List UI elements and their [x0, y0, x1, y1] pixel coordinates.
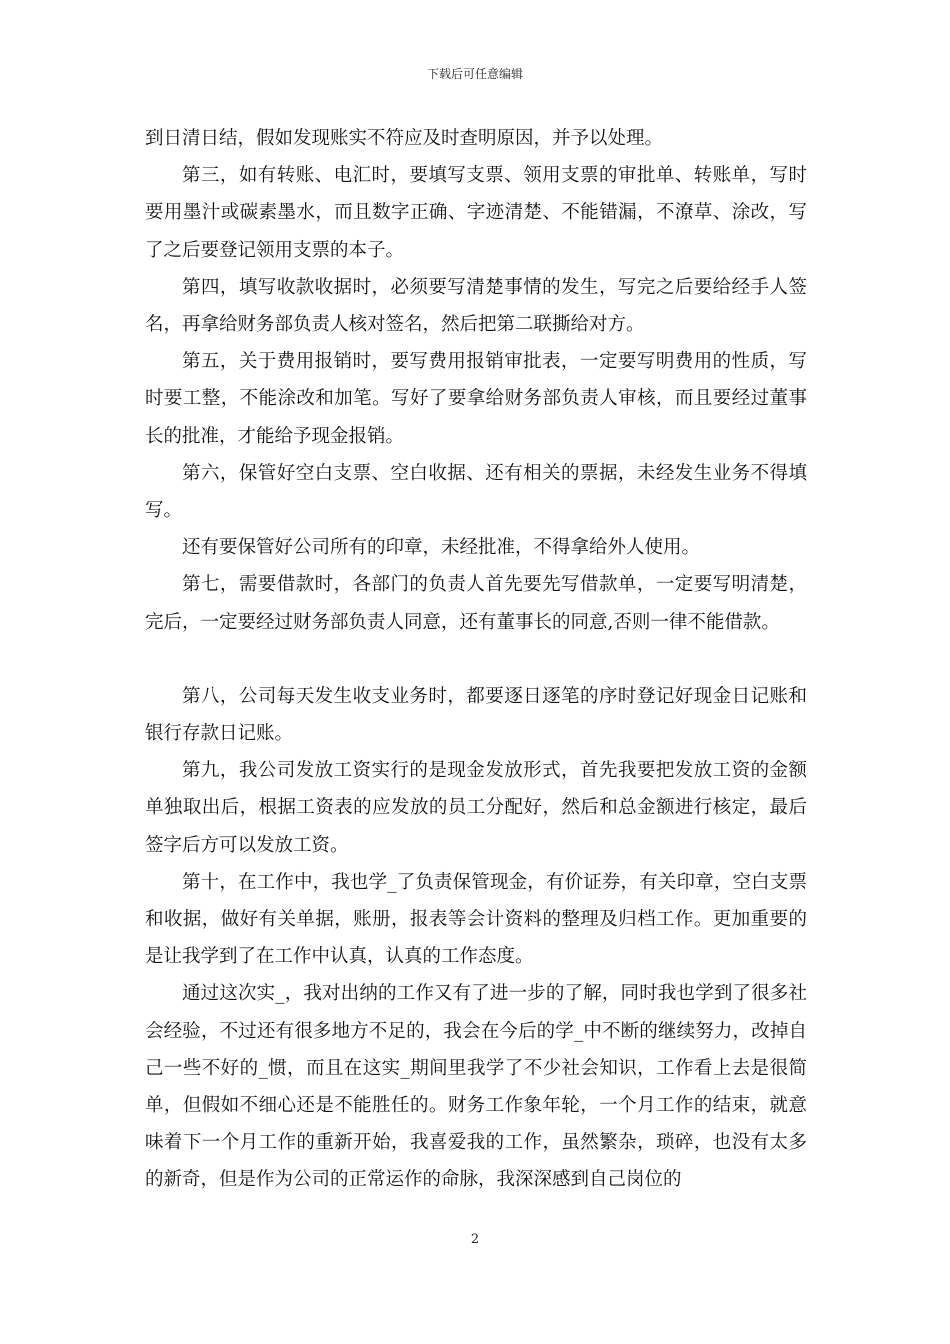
paragraph-ninth: 第九，我公司发放工资实行的是现金发放形式，首先我要把发放工资的金额单独取出后，根据工资表的应发放的员工分配好，然后和总金额进行核定，最后签字后方可以发放工资。	[145, 760, 807, 856]
paragraph-eighth: 第八，公司每天发生收支业务时，都要逐日逐笔的序时登记好现金日记账和银行存款日记账。	[145, 685, 807, 745]
paragraph-seals: 还有要保管好公司所有的印章，未经批准，不得拿给外人使用。	[182, 537, 701, 559]
paragraph-tenth: 第十，在工作中，我也学_了负责保管现金，有价证券，有关印章，空白支票和收据，做好有关单据，账册，报表等会计资料的整理及归档工作。更加重要的是让我学到了在工作中认真，认真的工作态度。	[145, 871, 807, 968]
paragraph-sixth: 第六，保管好空白支票、空白收据、还有相关的票据，未经发生业务不得填写。	[145, 462, 807, 522]
paragraph-continuation: 到日清日结，假如发现账实不符应及时查明原因，并予以处理。	[145, 128, 664, 149]
paragraph-summary: 通过这次实_，我对出纳的工作又有了进一步的了解，同时我也学到了很多社会经验，不过还有很多地方不足的，我会在今后的学_中不断的继续努力，改掉自己一些不好的_惯，而且在这实_期间里我学了不少社会知识，工作看上去是很简单，但假如不细心还是不能胜任的。财务工作象年轮，一个月工作的结束，就意味着下一个月工作的重新开始，我喜爱我的工作，虽然繁杂，琐碎，也没有太多的新奇，但是作为公司的正常运作的命脉，我深深感到自己岗位的	[145, 983, 807, 1191]
paragraph-third: 第三，如有转账、电汇时，要填写支票、领用支票的审批单、转账单，写时要用墨汁或碳素墨水，而且数字正确、字迹清楚、不能错漏，不潦草、涂改，写了之后要登记领用支票的本子。	[145, 165, 807, 261]
document-body	[145, 120, 807, 1199]
paragraph-seventh: 第七，需要借款时，各部门的负责人首先要先写借款单，一定要写明清楚，完后，一定要经过财务部负责人同意，还有董事长的同意,否则一律不能借款。	[145, 574, 807, 633]
paragraph-fourth: 第四，填写收款收据时，必须要写清楚事情的发生，写完之后要给经手人签名，再拿给财务部负责人核对签名，然后把第二联撕给对方。	[145, 276, 807, 336]
page-number: 2	[470, 1232, 480, 1247]
paragraph-fifth: 第五，关于费用报销时，要写费用报销审批表，一定要写明费用的性质，写时要工整，不能涂改和加笔。写好了要拿给财务部负责人审核，而且要经过董事长的批准，才能给予现金报销。	[145, 351, 807, 447]
page-header: 下载后可任意编辑	[426, 67, 523, 81]
paragraph-gap	[145, 641, 807, 678]
